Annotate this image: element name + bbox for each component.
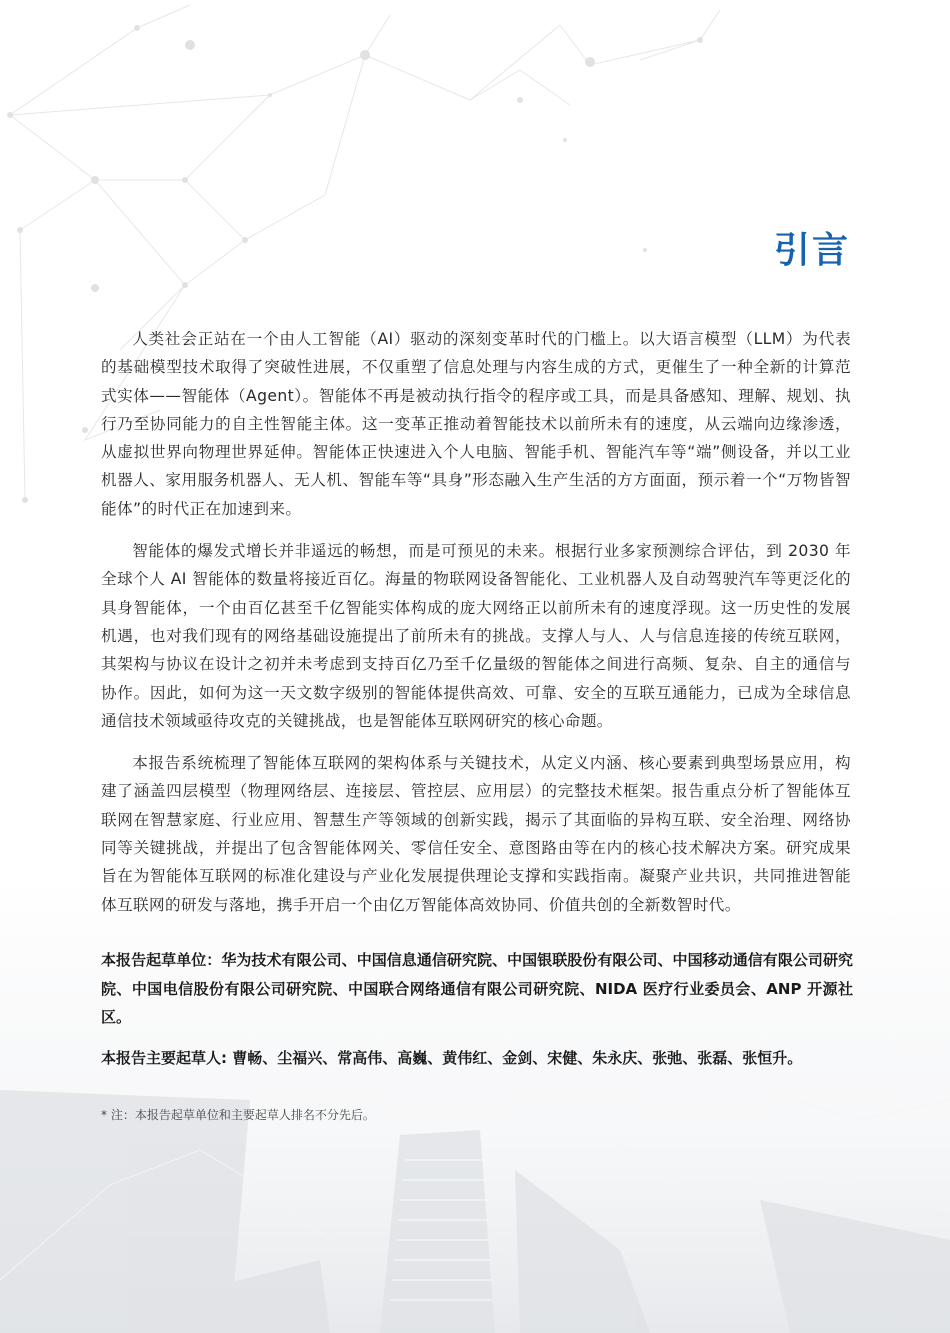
introduction-body [101, 325, 851, 933]
main-authors-list: 曹畅、尘福兴、常高伟、高巍、黄伟红、金剑、宋健、朱永庆、张弛、张磊、张恒升。 [232, 1048, 803, 1067]
drafting-units-list: 华为技术有限公司、中国信息通信研究院、中国银联股份有限公司、中国移动通信有限公司研究院、中国电信股份有限公司研究院、中国联合网络通信有限公司研究院、NIDA 医疗行业委员会、ANP 开源社区。 [101, 951, 853, 1026]
footnote: * 注：本报告起草单位和主要起草人排名不分先后。 [101, 1108, 375, 1122]
paragraph-2: 智能体的爆发式增长并非遥远的畅想，而是可预见的未来。根据行业多家预测综合评估，到 2030 年全球个人 AI 智能体的数量将接近百亿。海量的物联网设备智能化、工业机器人及自动驾驶汽车等更泛化的具身智能体，一个由百亿甚至千亿智能实体构成的庞大网络正以前所未有的速度浮现。这一历史性的发展机遇，也对我们现有的网络基础设施提出了前所未有的挑战。支撑人与人、人与信息连接的传统互联网，其架构与协议在设计之初并未考虑到支持百亿乃至千亿量级的智能体之间进行高频、复杂、自主的通信与协作。因此，如何为这一天文数字级别的智能体提供高效、可靠、安全的互联互通能力，已成为全球信息通信技术领域亟待攻克的关键挑战，也是智能体互联网研究的核心命题。 [101, 542, 851, 730]
page-title: 引言 [773, 230, 850, 271]
drafting-units-label: 本报告起草单位： [101, 951, 222, 969]
main-authors [101, 1044, 853, 1073]
credits-section [101, 946, 853, 1084]
drafting-units [101, 946, 853, 1032]
paragraph-1: 人类社会正站在一个由人工智能（AI）驱动的深刻变革时代的门槛上。以大语言模型（LLM）为代表的基础模型技术取得了突破性进展，不仅重塑了信息处理与内容生成的方式，更催生了一种全新的计算范式实体——智能体（Agent）。智能体不再是被动执行指令的程序或工具，而是具备感知、理解、规划、执行乃至协同能力的自主性智能主体。这一变革正推动着智能技术以前所未有的速度，从云端向边缘渗透，从虚拟世界向物理世界延伸。智能体正快速进入个人电脑、智能手机、智能汽车等“端”侧设备，并以工业机器人、家用服务机器人、无人机、智能车等“具身”形态融入生产生活的方方面面，预示着一个“万物皆智能体”的时代正在加速到来。 [101, 330, 851, 518]
main-authors-label: 本报告主要起草人: [101, 1048, 233, 1067]
paragraph-3: 本报告系统梳理了智能体互联网的架构体系与关键技术，从定义内涵、核心要素到典型场景应用，构建了涵盖四层模型（物理网络层、连接层、管控层、应用层）的完整技术框架。报告重点分析了智能体互联网在智慧家庭、行业应用、智慧生产等领域的创新实践，揭示了其面临的异构互联、安全治理、网络协同等关键挑战，并提出了包含智能体网关、零信任安全、意图路由等在内的核心技术解决方案。研究成果旨在为智能体互联网的标准化建设与产业化发展提供理论支撑和实践指南。凝聚产业共识，共同推进智能体互联网的研发与落地，携手开启一个由亿万智能体高效协同、价值共创的全新数智时代。 [101, 754, 851, 914]
